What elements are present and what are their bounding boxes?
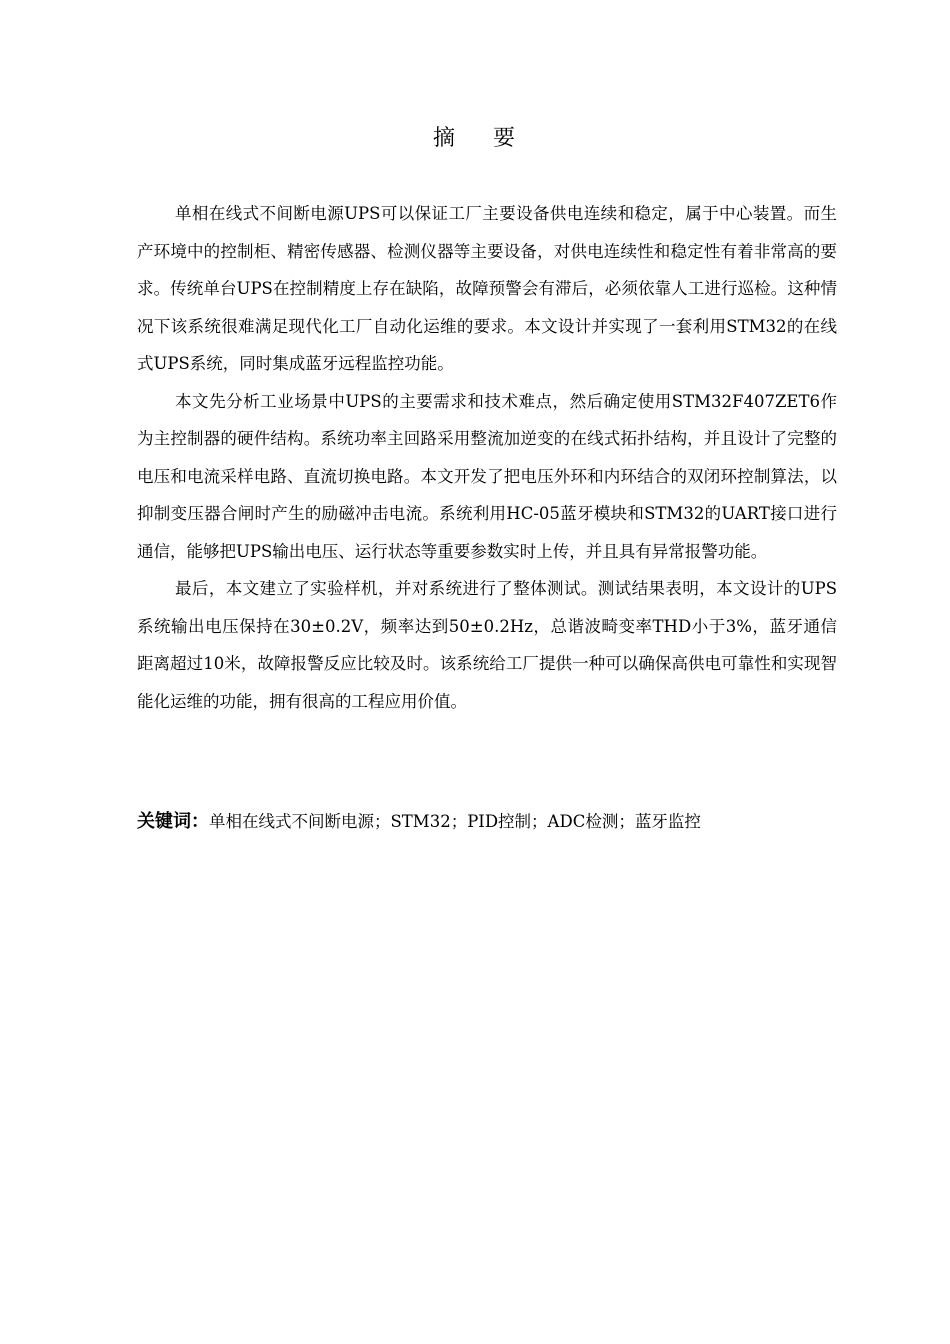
abstract-title: 摘 要 <box>433 126 517 151</box>
abstract-paragraph-1: 单相在线式不间断电源UPS可以保证工厂主要设备供电连续和稳定，属于中心装置。而生产环境中的控制柜、精密传感器、检测仪器等主要设备，对供电连续性和稳定性有着非常高的要求。传统单台UPS在控制精度上存在缺陷，故障预警会有滞后，必须依靠人工进行巡检。这种情况下该系统很难满足现代化工厂自动化运维的要求。本文设计并实现了一套利用STM32的在线式UPS系统，同时集成蓝牙远程监控功能。 <box>137 204 837 373</box>
abstract-paragraph-3: 最后，本文建立了实验样机，并对系统进行了整体测试。测试结果表明，本文设计的UPS系统输出电压保持在30±0.2V，频率达到50±0.2Hz，总谐波畸变率THD小于3%，蓝牙通信距离超过10米，故障报警反应比较及时。该系统给工厂提供一种可以确保高供电可靠性和实现智能化运维的功能，拥有很高的工程应用价值。 <box>137 579 837 711</box>
abstract-paragraph-2: 本文先分析工业场景中UPS的主要需求和技术难点，然后确定使用STM32F407ZET6作为主控制器的硬件结构。系统功率主回路采用整流加逆变的在线式拓扑结构，并且设计了完整的电压和电流采样电路、直流切换电路。本文开发了把电压外环和内环结合的双闭环控制算法，以抑制变压器合闸时产生的励磁冲击电流。系统利用HC-05蓝牙模块和STM32的UART接口进行通信，能够把UPS输出电压、运行状态等重要参数实时上传，并且具有异常报警功能。 <box>137 391 837 561</box>
abstract-body <box>137 195 837 720</box>
keywords-label: 关键词： <box>137 811 209 832</box>
keywords-line <box>137 805 837 839</box>
keywords-text: 单相在线式不间断电源；STM32；PID控制；ADC检测；蓝牙监控 <box>209 812 701 831</box>
